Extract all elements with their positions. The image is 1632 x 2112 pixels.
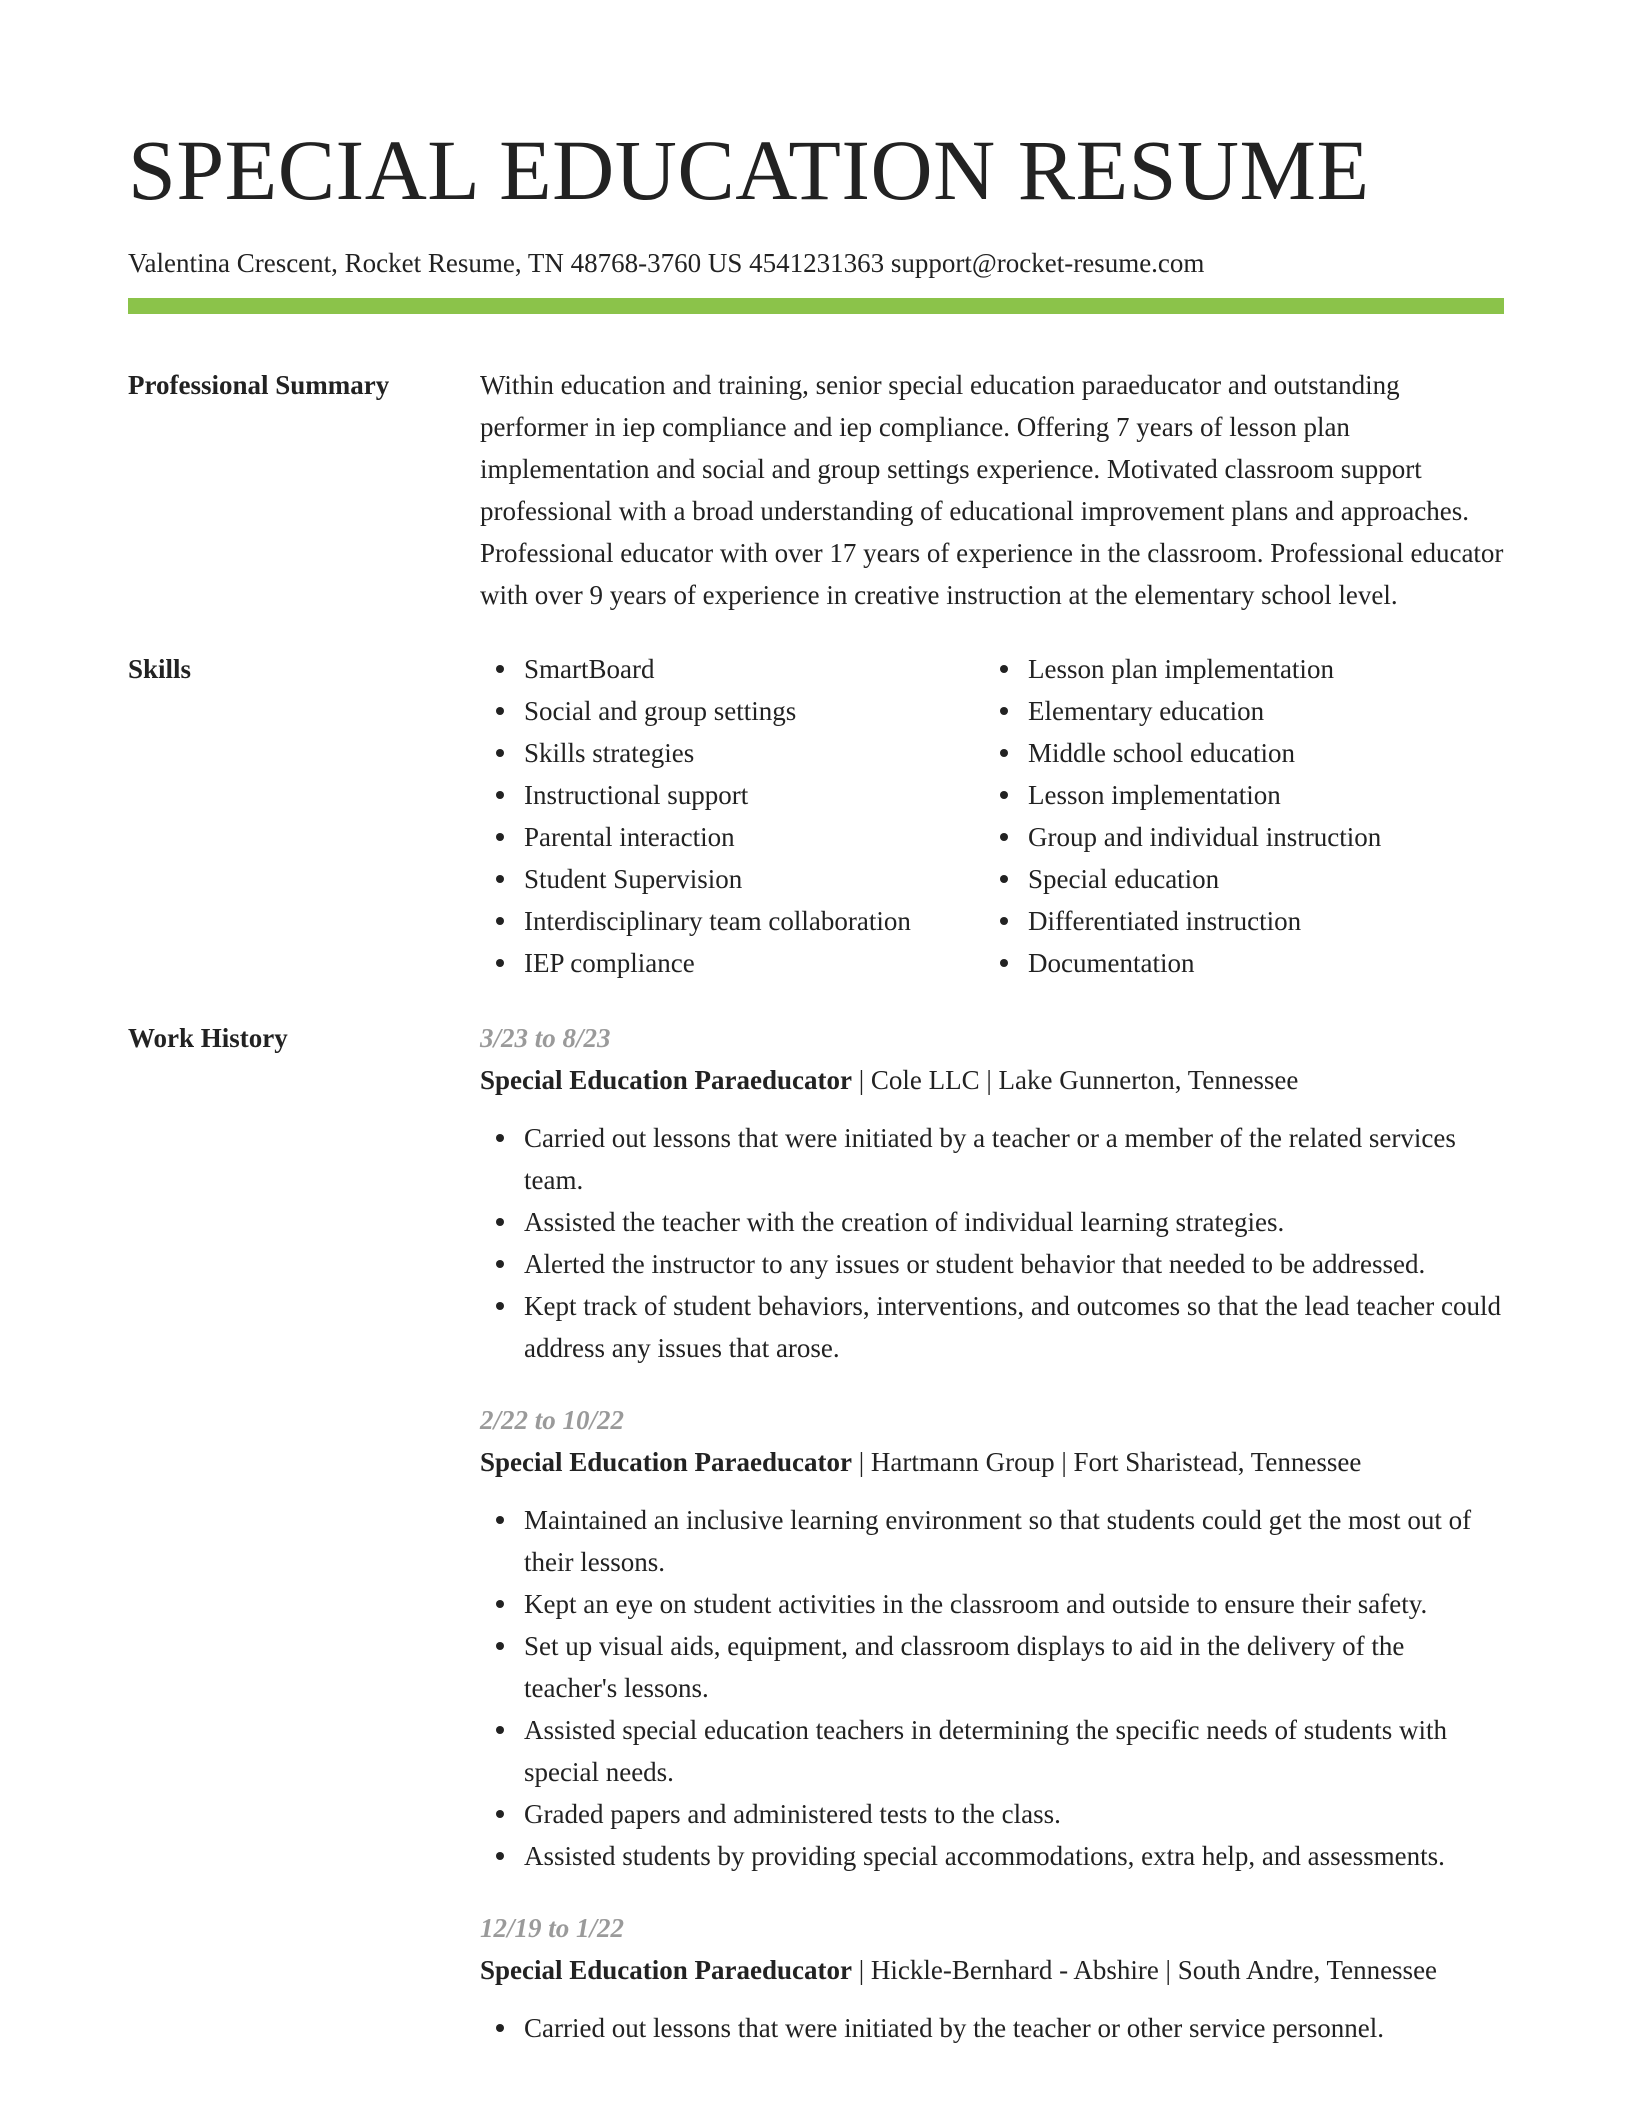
job-entry <box>480 1907 1504 2049</box>
skill-item: Lesson plan implementation <box>1028 648 1488 690</box>
job-heading <box>480 1441 1504 1483</box>
summary-text: Within education and training, senior special education paraeducator and outstanding performer in iep compliance and iep compliance. Offering 7 years of lesson plan implementation and social and group settings experience. Motivated classroom support professional with a broad understanding of educational improvement plans and approaches. Professional educator with over 17 years of experience in the classroom. Professional educator with over 9 years of experience in creative instruction at the elementary school level. <box>480 370 1504 610</box>
skill-item: Student Supervision <box>524 858 984 900</box>
job-bullet: Assisted the teacher with the creation of individual learning strategies. <box>524 1201 1504 1243</box>
skill-item: Middle school education <box>1028 732 1488 774</box>
job-bullet: Kept an eye on student activities in the classroom and outside to ensure their safety. <box>524 1583 1504 1625</box>
skills-list-right <box>984 648 1488 984</box>
skill-item: Elementary education <box>1028 690 1488 732</box>
job-bullets <box>480 1117 1504 1369</box>
job-details: | Hartmann Group | Fort Sharistead, Tennessee <box>852 1447 1362 1477</box>
job-bullet: Kept track of student behaviors, interventions, and outcomes so that the lead teacher could address any issues that arose. <box>524 1285 1504 1369</box>
job-bullet: Alerted the instructor to any issues or student behavior that needed to be addressed. <box>524 1243 1504 1285</box>
job-bullet: Carried out lessons that were initiated by the teacher or other service personnel. <box>524 2007 1504 2049</box>
job-entry <box>480 1399 1504 1877</box>
job-title: Special Education Paraeducator <box>480 1955 852 1985</box>
job-title: Special Education Paraeducator <box>480 1065 852 1095</box>
skill-item: Parental interaction <box>524 816 984 858</box>
job-details: | Hickle-Bernhard - Abshire | South Andre, Tennessee <box>852 1955 1438 1985</box>
job-bullet: Set up visual aids, equipment, and classroom displays to aid in the delivery of the teacher's lessons. <box>524 1625 1504 1709</box>
skill-item: Interdisciplinary team collaboration <box>524 900 984 942</box>
summary-section <box>128 364 1504 616</box>
job-heading <box>480 1949 1504 1991</box>
job-bullet: Maintained an inclusive learning environment so that students could get the most out of their lessons. <box>524 1499 1504 1583</box>
skills-list-left <box>480 648 984 984</box>
job-bullet: Assisted students by providing special accommodations, extra help, and assessments. <box>524 1835 1504 1877</box>
job-dates: 2/22 to 10/22 <box>480 1405 625 1435</box>
resume-page <box>128 0 1504 2079</box>
contact-line: Valentina Crescent, Rocket Resume, TN 48768-3760 US 4541231363 support@rocket-resume.com <box>128 248 1205 278</box>
work-history-label: Work History <box>128 1023 288 1053</box>
skill-item: SmartBoard <box>524 648 984 690</box>
job-details: | Cole LLC | Lake Gunnerton, Tennessee <box>852 1065 1299 1095</box>
skill-item: Differentiated instruction <box>1028 900 1488 942</box>
job-bullet: Graded papers and administered tests to the class. <box>524 1793 1504 1835</box>
header-divider <box>128 298 1504 314</box>
skill-item: IEP compliance <box>524 942 984 984</box>
skill-item: Social and group settings <box>524 690 984 732</box>
job-bullet: Assisted special education teachers in determining the specific needs of students with special needs. <box>524 1709 1504 1793</box>
skill-item: Documentation <box>1028 942 1488 984</box>
skill-item: Instructional support <box>524 774 984 816</box>
work-history-section <box>128 1017 1504 2079</box>
skill-item: Special education <box>1028 858 1488 900</box>
skill-item: Lesson implementation <box>1028 774 1488 816</box>
skills-label: Skills <box>128 654 192 684</box>
job-dates: 12/19 to 1/22 <box>480 1913 625 1943</box>
skills-section <box>128 648 1504 984</box>
skill-item: Group and individual instruction <box>1028 816 1488 858</box>
resume-title: SPECIAL EDUCATION RESUME <box>128 122 1370 218</box>
summary-label: Professional Summary <box>128 370 390 400</box>
job-bullet: Carried out lessons that were initiated by a teacher or a member of the related services team. <box>524 1117 1504 1201</box>
job-title: Special Education Paraeducator <box>480 1447 852 1477</box>
job-heading <box>480 1059 1504 1101</box>
job-dates: 3/23 to 8/23 <box>480 1023 611 1053</box>
skill-item: Skills strategies <box>524 732 984 774</box>
job-bullets <box>480 1499 1504 1877</box>
job-bullets <box>480 2007 1504 2049</box>
job-entry <box>480 1017 1504 1369</box>
job-list <box>480 1017 1504 2079</box>
